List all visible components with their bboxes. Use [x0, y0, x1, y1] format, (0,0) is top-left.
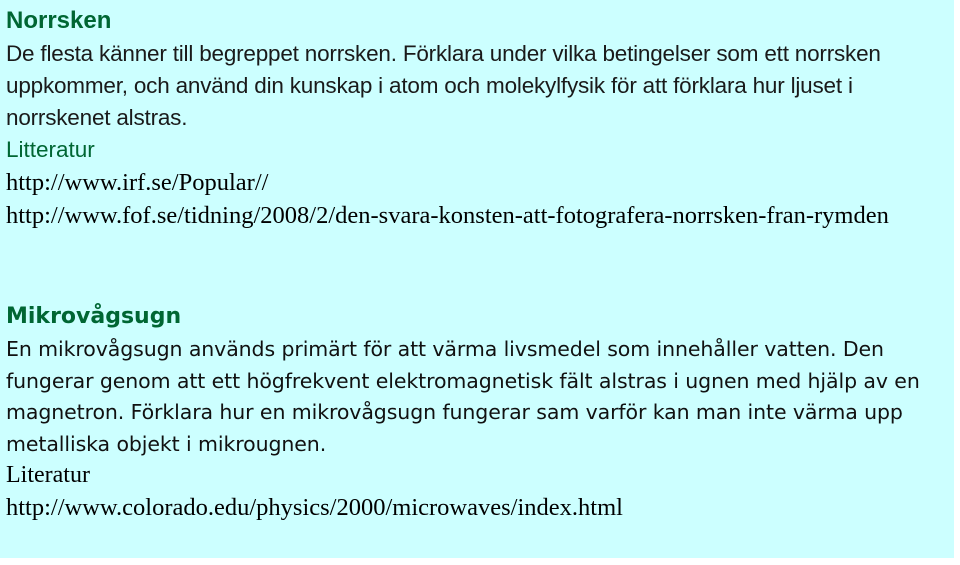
literature-label: Litteratur — [6, 137, 95, 162]
literature-link[interactable]: http://www.irf.se/Popular// — [6, 169, 269, 196]
section-body: En mikrovågsugn används primärt för att värma livsmedel som innehåller vatten. Den fungerar genom att ett högfrekvent elektromagnetisk fält alstras i ugnen med hjälp av en magnetron. Förklara hur en mikrovågsugn fungerar sam varför kan man inte värma upp metalliska objekt i mikrougnen. — [6, 337, 920, 456]
section-heading: Mikrovågsugn — [6, 304, 182, 329]
section-norrsken — [6, 4, 950, 232]
section-mikrovagsugn — [6, 300, 950, 524]
literature-label: Literatur — [6, 462, 90, 488]
literature-link[interactable]: http://www.colorado.edu/physics/2000/microwaves/index.html — [6, 494, 623, 521]
literature-link[interactable]: http://www.fof.se/tidning/2008/2/den-svara-konsten-att-fotografera-norrsken-fran-rymden — [6, 202, 889, 229]
section-heading: Norrsken — [6, 7, 112, 34]
section-body: De flesta känner till begreppet norrsken. Förklara under vilka betingelser som ett norrsken uppkommer, och använd din kunskap i atom och molekylfysik för att förklara hur ljuset i norrskenet alstras. — [6, 41, 881, 130]
